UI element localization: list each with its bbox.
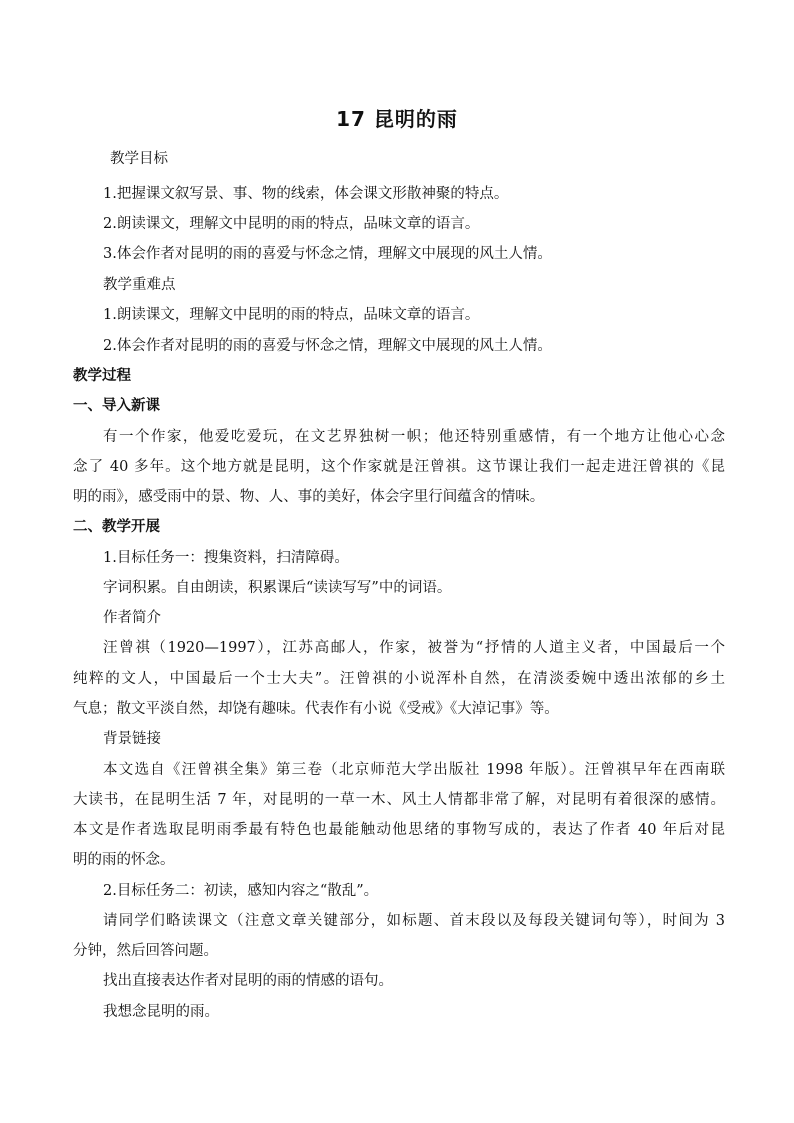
paragraph-line: 分钟，然后回答问题。 xyxy=(73,943,218,959)
key-point-2: 2.体会作者对昆明的雨的喜爱与怀念之情，理解文中展现的风土人情。 xyxy=(103,338,552,354)
heading-key-points: 教学重难点 xyxy=(103,277,176,293)
paragraph-line: 请同学们略读课文（注意文章关键部分，如标题、首末段以及每段关键词句等），时间为 3 xyxy=(103,913,725,929)
paragraph-line: 本文是作者选取昆明雨季最有特色也最能触动他思绪的事物写成的，表达了作者 40 年后对昆 xyxy=(73,822,725,838)
paragraph-line: 本文选自《汪曾祺全集》第三卷（北京师范大学出版社 1998 年版）。汪曾祺早年在西南联 xyxy=(103,762,725,778)
paragraph-line: 明的雨》，感受雨中的景、物、人、事的美好，体会字里行间蕴含的情味。 xyxy=(73,489,545,505)
key-point-1: 1.朗读课文，理解文中昆明的雨的特点，品味文章的语言。 xyxy=(103,307,480,323)
goal-1: 1.把握课文叙写景、事、物的线索，体会课文形散神聚的特点。 xyxy=(103,186,509,202)
task-2: 2.目标任务二：初读，感知内容之“散乱”。 xyxy=(103,883,379,899)
paragraph-line: 纯粹的文人，中国最后一个士大夫”。汪曾祺的小说浑朴自然，在清淡委婉中透出浓郁的乡土 xyxy=(73,671,725,687)
heading-author-intro: 作者简介 xyxy=(103,610,161,626)
paragraph-line: 字词积累。自由朗读，积累课后“读读写写”中的词语。 xyxy=(103,580,452,596)
document-title: 17 昆明的雨 xyxy=(336,107,458,131)
paragraph-line: 我想念昆明的雨。 xyxy=(103,1004,219,1020)
paragraph-line: 明的雨的怀念。 xyxy=(73,852,175,868)
paragraph-line: 汪曾祺（1920—1997），江苏高邮人，作家，被誉为“抒情的人道主义者，中国最后一个 xyxy=(103,640,725,656)
heading-background: 背景链接 xyxy=(103,731,161,747)
heading-teaching-process: 教学过程 xyxy=(73,368,131,384)
paragraph-line: 大读书，在昆明生活 7 年，对昆明的一草一木、风土人情都非常了解，对昆明有着很深的感情。 xyxy=(73,792,725,808)
task-1: 1.目标任务一：搜集资料，扫清障碍。 xyxy=(103,550,349,566)
heading-section-1: 一、导入新课 xyxy=(73,398,160,414)
paragraph-line: 找出直接表达作者对昆明的雨的情感的语句。 xyxy=(103,973,393,989)
heading-section-2: 二、教学开展 xyxy=(73,519,160,535)
goal-2: 2.朗读课文，理解文中昆明的雨的特点，品味文章的语言。 xyxy=(103,216,480,232)
paragraph-line: 念了 40 多年。这个地方就是昆明，这个作家就是汪曾祺。这节课让我们一起走进汪曾祺的《昆 xyxy=(73,459,725,475)
goal-3: 3.体会作者对昆明的雨的喜爱与怀念之情，理解文中展现的风土人情。 xyxy=(103,246,552,262)
paragraph-line: 气息；散文平淡自然，却饶有趣味。代表作有小说《受戒》《大淖记事》等。 xyxy=(73,701,559,717)
paragraph-line: 有一个作家，他爱吃爱玩，在文艺界独树一帜；他还特别重感情，有一个地方让他心心念 xyxy=(103,429,725,445)
heading-teaching-goals: 教学目标 xyxy=(110,151,168,167)
